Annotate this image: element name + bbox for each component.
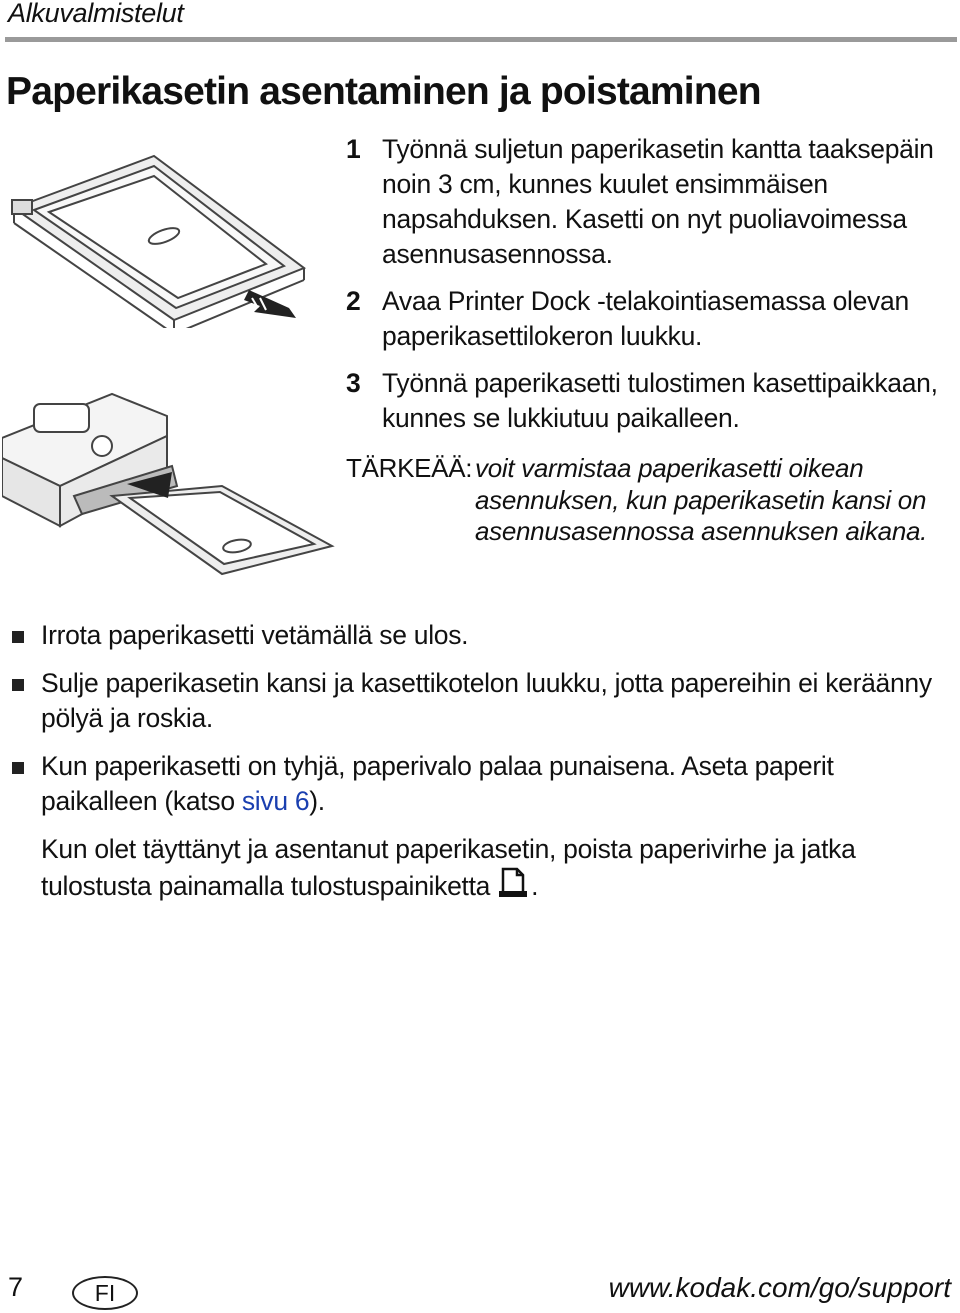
steps-list [346,132,946,448]
list-item [10,618,950,653]
page-number: 7 [8,1272,24,1302]
step-number: 2 [346,286,361,316]
page-link[interactable]: sivu 6 [241,786,310,816]
list-item [10,666,950,736]
bullet-text: Kun paperikasetti on tyhjä, paperivalo palaa punaisena. Aseta paperit paikalleen (katso [41,751,834,816]
paragraph-text: Kun olet täyttänyt ja asentanut paperikasetin, poista paperivirhe ja jatka tulostusta painamalla tulostuspainiketta [41,834,856,901]
print-icon [499,867,529,899]
step-text: Työnnä suljetun paperikasetin kantta taaksepäin noin 3 cm, kunnes kuulet ensimmäisen napsahduksen. Kasetti on nyt puoliavoimessa asennusasennossa. [382,134,934,269]
bullet-text: Sulje paperikasetin kansi ja kasettikotelon luukku, jotta papereihin ei keräänny pölyä ja roskia. [41,668,932,733]
note-label: TÄRKEÄÄ: [346,453,473,483]
bullet-text-end: ). [309,786,325,816]
list-item [10,749,950,819]
step-3 [346,366,946,436]
step-number: 3 [346,368,361,398]
page-title: Paperikasetin asentaminen ja poistaminen [6,70,761,113]
bullet-icon [12,762,24,774]
step-2 [346,284,946,354]
printer-dock-illustration [2,386,337,578]
bullet-list [10,618,950,832]
header-rule [5,37,957,42]
paper-tray-illustration [4,148,334,328]
support-url[interactable]: www.kodak.com/go/support [608,1272,951,1303]
language-badge: FI [72,1276,138,1310]
step-number: 1 [346,134,361,164]
bullet-text: Irrota paperikasetti vetämällä se ulos. [41,620,469,650]
step-text: Työnnä paperikasetti tulostimen kasettipaikkaan, kunnes se lukkiutuu paikalleen. [382,368,938,433]
section-header: Alkuvalmistelut [8,0,184,28]
step-text: Avaa Printer Dock -telakointiasemassa olevan paperikasettilokeron luukku. [382,286,909,351]
step-1 [346,132,946,272]
bullet-icon [12,679,24,691]
closing-paragraph [41,832,956,904]
note-text: voit varmistaa paperikasetti oikean asennuksen, kun paperikasetin kansi on asennusasennossa asennuksen aikana. [475,453,928,546]
important-note [346,453,946,548]
paragraph-end: . [531,871,539,901]
bullet-icon [12,631,24,643]
